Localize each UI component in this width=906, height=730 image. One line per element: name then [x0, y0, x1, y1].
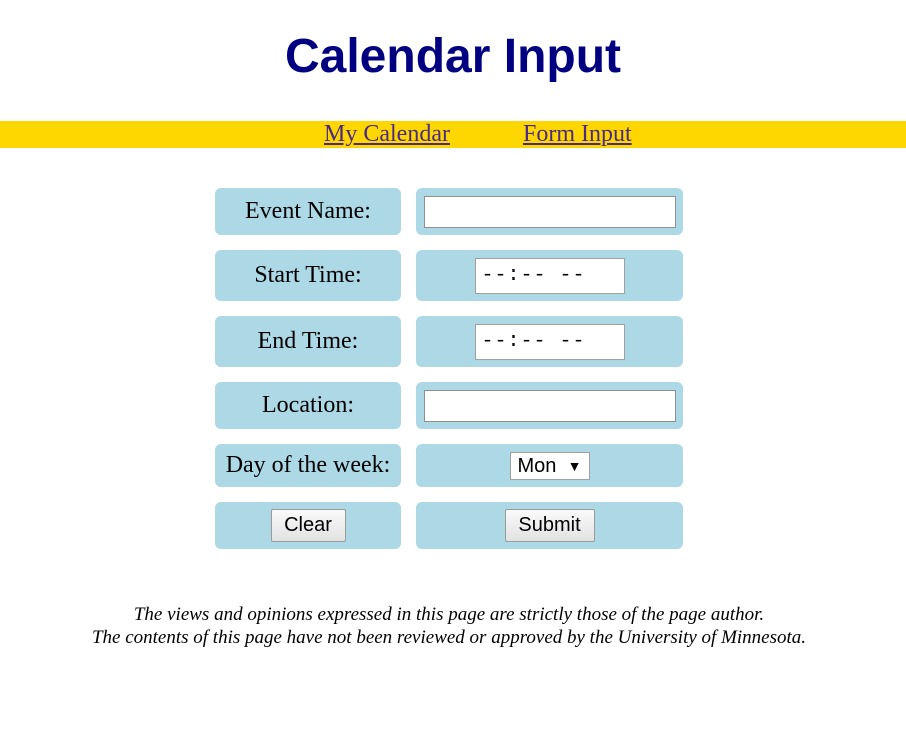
nav-bar [0, 121, 906, 148]
location-label: Location: [262, 392, 354, 418]
day-of-week-label-cell [215, 444, 401, 487]
footer-disclaimer [0, 603, 898, 649]
end-time-input[interactable] [475, 324, 625, 360]
footer-line-1: The views and opinions expressed in this page are strictly those of the page author. [133, 604, 765, 625]
day-of-week-field-cell [416, 444, 683, 487]
start-time-field-cell [416, 250, 683, 301]
submit-button[interactable]: Submit [505, 509, 595, 542]
start-time-label: Start Time: [254, 262, 362, 288]
event-name-field-cell [416, 188, 683, 235]
event-name-label: Event Name: [245, 198, 371, 224]
day-of-week-selected-value: Mon [517, 454, 557, 477]
location-label-cell [215, 382, 401, 429]
nav-link-my-calendar[interactable]: My Calendar [324, 121, 450, 147]
footer-line-2: The contents of this page have not been reviewed or approved by the University of Minnesota. [91, 627, 807, 648]
clear-button-cell [215, 502, 401, 549]
day-of-week-label: Day of the week: [225, 452, 391, 478]
event-name-input[interactable] [424, 196, 676, 228]
end-time-label: End Time: [257, 328, 359, 354]
clear-button[interactable]: Clear [271, 509, 346, 542]
location-input[interactable] [424, 390, 676, 422]
start-time-label-cell [215, 250, 401, 301]
end-time-label-cell [215, 316, 401, 367]
nav-link-form-input[interactable]: Form Input [523, 121, 632, 147]
event-name-label-cell [215, 188, 401, 235]
day-of-week-select[interactable] [510, 452, 590, 480]
location-field-cell [416, 382, 683, 429]
start-time-input[interactable] [475, 258, 625, 294]
triangle-down-icon: ▼ [567, 457, 582, 474]
submit-button-cell [416, 502, 683, 549]
page-title: Calendar Input [284, 30, 622, 83]
end-time-field-cell [416, 316, 683, 367]
